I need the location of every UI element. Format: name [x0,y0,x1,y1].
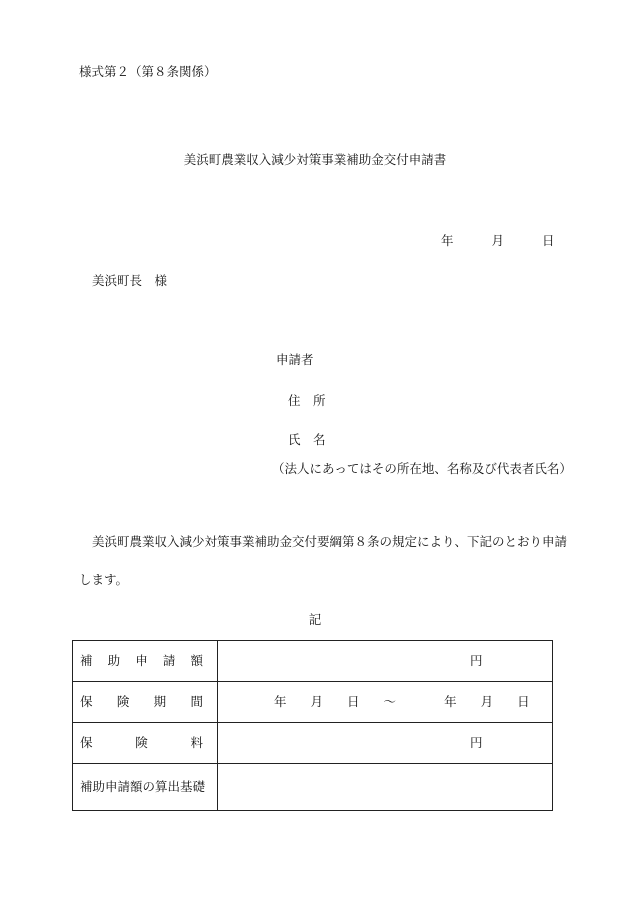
address-label: 住 所 [288,393,326,408]
yen-unit: 円 [470,652,483,668]
addressee: 美浜町長 様 [92,273,168,288]
insurance-premium-label [73,723,218,764]
period-start-month: 月 [310,693,324,709]
detail-table [72,640,553,811]
label-char: 助 [107,652,121,668]
period-start-day: 日 [347,693,360,709]
calculation-basis-text: 補助申請額の算出基礎 [80,778,206,794]
table-row-subsidy-amount [73,641,553,682]
insurance-premium-field[interactable] [218,723,553,764]
applicant-label: 申請者 [276,352,314,367]
label-char: 保 [80,693,93,709]
period-end-month: 月 [480,693,494,709]
date-year-unit: 年 [441,233,454,248]
subsidy-amount-field[interactable] [218,641,553,682]
document-title: 美浜町農業収入減少対策事業補助金交付申請書 [183,152,447,167]
table-row-insurance-premium [73,723,553,764]
form-reference: 様式第２（第８条関係） [79,64,217,79]
name-label: 氏 名 [288,432,326,447]
label-char: 請 [162,652,176,668]
insurance-period-label [73,682,218,723]
subsidy-amount-label [73,641,218,682]
body-text-line-1: 美浜町農業収入減少対策事業補助金交付要綱第８条の規定により、下記のとおり申請 [92,534,568,549]
label-char: 料 [190,734,203,750]
corporation-note: （法人にあってはその所在地、名称及び代表者氏名） [272,461,572,476]
period-tilde: ～ [383,693,397,709]
ki-label: 記 [308,612,322,627]
insurance-period-field[interactable] [218,682,553,723]
date-line [441,235,555,248]
label-char: 険 [135,734,148,750]
label-char: 保 [80,734,93,750]
label-char: 期 [153,693,167,709]
body-text-line-2: します。 [79,572,129,587]
label-char: 額 [190,652,203,668]
label-char: 間 [190,693,203,709]
label-char: 補 [80,652,93,668]
calculation-basis-label [73,764,218,811]
date-month-unit: 月 [491,233,505,248]
date-day-unit: 日 [542,233,555,248]
table-row-calculation-basis [73,764,553,811]
label-char: 険 [116,693,130,709]
period-end-day: 日 [517,693,530,709]
period-start-year: 年 [274,693,287,709]
label-char: 申 [135,652,148,668]
calculation-basis-field[interactable] [218,764,553,811]
period-end-year: 年 [444,693,457,709]
yen-unit: 円 [470,734,483,750]
table-row-insurance-period [73,682,553,723]
